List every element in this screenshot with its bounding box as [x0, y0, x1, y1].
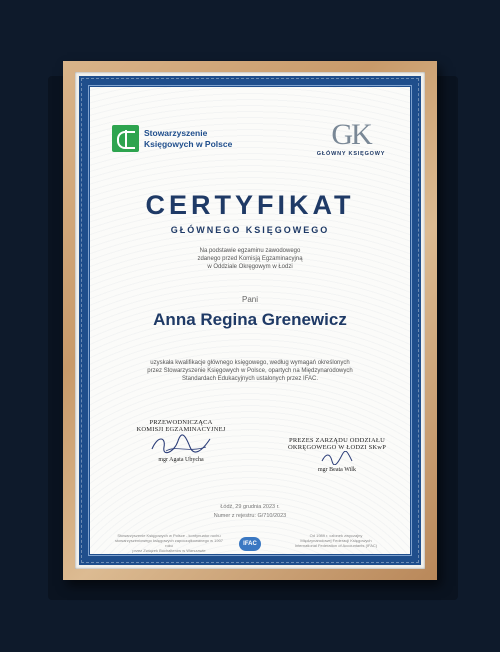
- certificate-paper: [90, 87, 410, 554]
- certificate-subtitle: GŁÓWNEGO KSIĘGOWEGO: [170, 225, 330, 235]
- certificate-title: CERTYFIKAT: [145, 190, 355, 220]
- footer-line: Międzynarodowej Federacji Księgowych: [300, 538, 372, 543]
- qualification-line: Standardach Edukacyjnych ustalonych przez IFAC.: [181, 376, 319, 382]
- sk-logo-icon: [112, 125, 139, 152]
- signature-right: [282, 437, 392, 473]
- organization-name-line2: Księgowych w Polsce: [144, 138, 233, 149]
- signature-left-title: [126, 419, 236, 433]
- signature-right-title: [282, 437, 392, 451]
- handwritten-signature-right: [312, 451, 362, 465]
- exam-basis: [160, 247, 340, 271]
- basis-line: zdanego przed Komisją Egzaminacyjną: [197, 256, 303, 262]
- footer-line: Od 1989 r. członek zwyczajny: [309, 533, 363, 538]
- recipient-name: Anna Regina Grenewicz: [153, 310, 347, 329]
- brand-logo: [316, 119, 386, 157]
- handwritten-signature-left: [146, 433, 216, 455]
- signature-right-name: mgr Beata Wilk: [318, 467, 356, 473]
- basis-line: Na podstawie egzaminu zawodowego: [199, 248, 301, 254]
- brand-tagline: GŁÓWNY KSIĘGOWY: [316, 151, 386, 157]
- footer-line: stowarzyszeniowego księgowych zapoczątkowanego w 1907 roku: [114, 538, 224, 548]
- signature-left: [126, 419, 236, 463]
- footer-line: International Federation of Accountants (IFAC): [294, 543, 378, 548]
- footer-left-note: [114, 533, 224, 553]
- qualification-text: [136, 359, 364, 383]
- frame-mat: [75, 72, 425, 569]
- signature-title-line: OKRĘGOWEGO W ŁODZI SKwP: [287, 444, 387, 451]
- organization-logo: [112, 125, 232, 152]
- qualification-line: uzyskała kwalifikacje głównego księgowego, według wymagań określonych: [150, 360, 350, 366]
- signature-title-line: PRZEWODNICZĄCA: [149, 419, 213, 426]
- footer-line: Stowarzyszenie Księgowych w Polsce - kontynuator ruchu: [117, 533, 221, 538]
- basis-line: w Oddziale Okręgowym w Łodzi: [207, 264, 293, 270]
- salutation: Pani: [241, 295, 258, 304]
- certificate: [79, 76, 421, 565]
- signature-title-line: KOMISJI EGZAMINACYJNEJ: [136, 426, 226, 433]
- wooden-frame: [63, 61, 437, 580]
- organization-name: [144, 128, 232, 150]
- footer-line: przez Związek Buchalterów w Warszawie: [132, 548, 206, 553]
- issue-place-date: Łódź, 29 grudnia 2023 r.: [220, 504, 280, 510]
- ifac-logo-icon: IFAC: [239, 537, 261, 551]
- organization-name-line1: Stowarzyszenie: [144, 127, 208, 138]
- signature-title-line: PREZES ZARZĄDU ODDZIAŁU: [289, 437, 385, 444]
- issue-info: [90, 503, 410, 521]
- qualification-line: przez Stowarzyszenie Księgowych w Polsce, opartych na Międzynarodowych: [147, 368, 353, 374]
- signature-left-name: mgr Agata Ubycha: [158, 457, 204, 463]
- register-number: Numer z rejestru: G/710/2023: [213, 513, 287, 519]
- gk-monogram-icon: GK: [331, 118, 371, 151]
- footer-right-note: [286, 533, 386, 548]
